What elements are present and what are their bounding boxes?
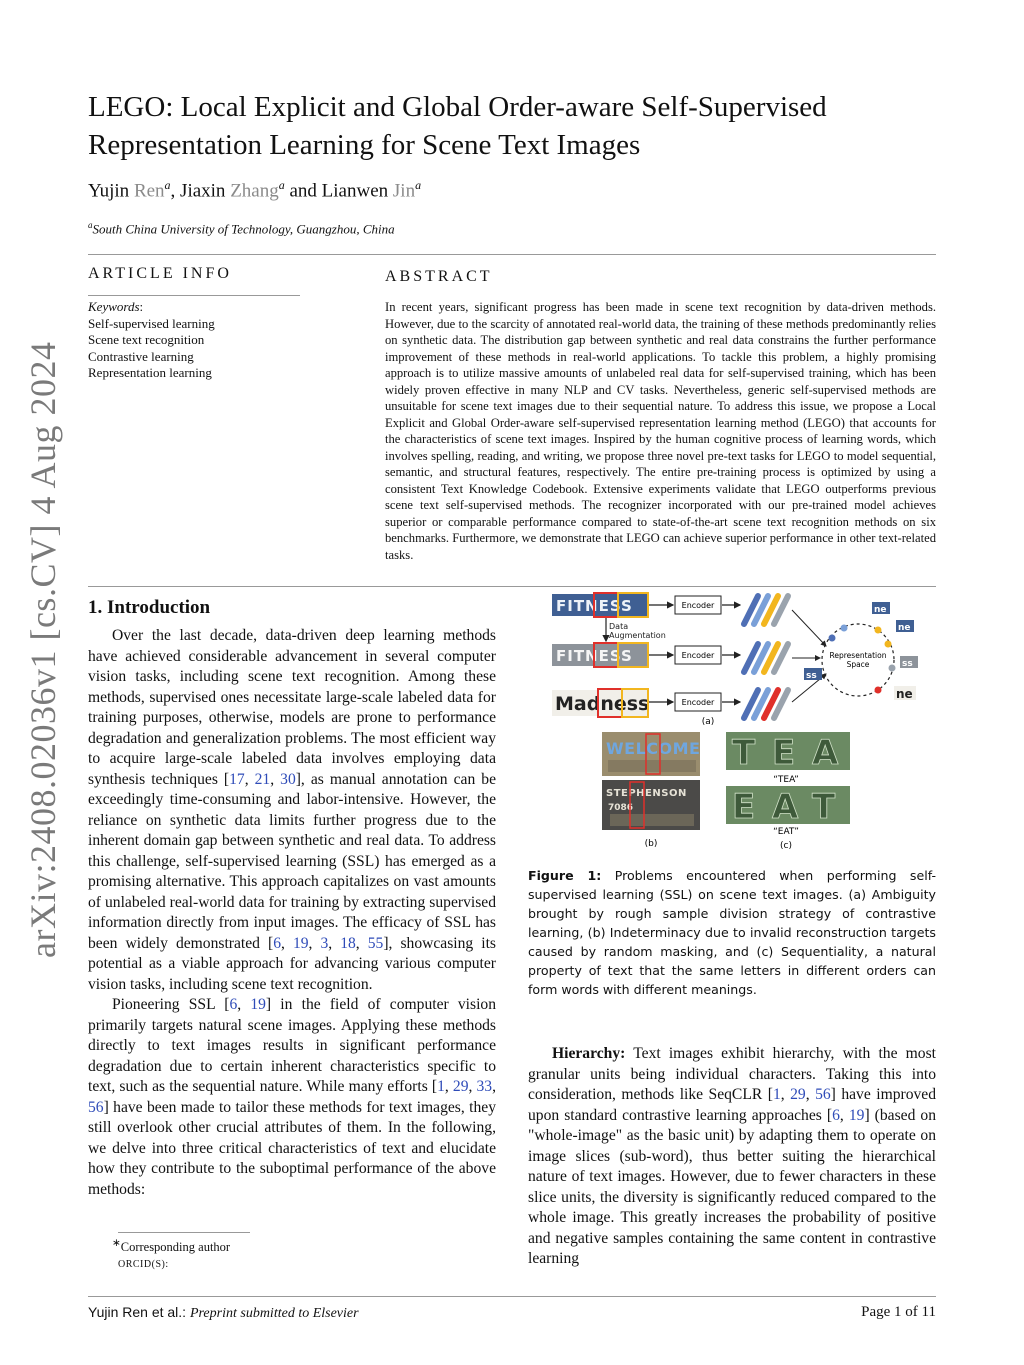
citation-link[interactable]: 56 (815, 1086, 831, 1103)
author-affil-mark: a (415, 178, 422, 192)
eat-letter: A (772, 787, 799, 827)
author-first-name: Jiaxin (180, 180, 231, 202)
running-footer (88, 1304, 359, 1322)
representation-space-label-1: Representation (829, 651, 887, 660)
author-separator: , (170, 180, 181, 202)
encoder-label: Encoder (681, 601, 715, 610)
welcome-image (602, 732, 700, 776)
footer-author: Yujin Ren et al.: (88, 1304, 187, 1320)
citation-link[interactable]: 19 (292, 934, 309, 952)
data-augmentation-label-2: Augmentation (609, 631, 666, 640)
projection-arrow (792, 610, 826, 646)
figure-caption-text: Problems encountered when performing self-supervised learning (SSL) on scene text images. (a) Ambiguity brought by rough sample division strategy of contrastive learning, (b) Indeterminacy due to invalid reconstruction targets caused by random masking, and (c) Sequentiality, a natural property of text that the same letters in different orders can form words with different meanings. (528, 868, 936, 997)
hierarchy-body: Text images exhibit hierarchy, with the most granular units being individual characters. Taking this into consideration, methods like SeqCLR [1, 29, 56] have improved upon standard contrastive learning approaches [6, 19] (based on "whole-image" as the basic unit) by adapting them to operate on image slices (sub-word), thus better suiting the hierarchical nature of text images. However, due to fewer characters in these slice units, the diversity is significantly reduced compared to the whole image. This greatly increases the probability of positive and negative samples containing the same content in contrastive learning (528, 1045, 937, 1267)
citation-link[interactable]: 55 (367, 934, 384, 952)
encoder-box (675, 693, 721, 711)
keyword-item: Contrastive learning (88, 348, 194, 364)
citation-link[interactable]: 3 (320, 934, 329, 952)
citation-link[interactable]: 6 (229, 996, 238, 1013)
stephenson-word: STEPHENSON (606, 788, 687, 799)
orcid-label: ORCID(S): (118, 1259, 169, 1271)
stephenson-image (602, 780, 700, 830)
fitness-word-2: FITNESS (556, 647, 633, 665)
citation-link[interactable]: 19 (250, 996, 266, 1013)
footnote-text: Corresponding author (120, 1240, 231, 1255)
crop-ne-2 (896, 620, 914, 633)
crop-ss-text: ss (902, 659, 913, 669)
right-column-text (528, 1044, 936, 1270)
citation-link[interactable]: 19 (848, 1106, 865, 1124)
citation-link[interactable]: 30 (280, 770, 296, 788)
eat-label: “EAT” (773, 827, 799, 837)
crop-ne-text: ne (874, 605, 887, 615)
citation-link[interactable]: 1 (437, 1078, 445, 1095)
subfigure-label-b: (b) (644, 839, 658, 849)
data-augmentation-label-1: Data (609, 622, 629, 631)
arxiv-identifier: arXiv:2408.02036v1 [cs.CV] 4 Aug 2024 (23, 341, 63, 958)
author-affil-mark: a (164, 178, 171, 192)
author-affil-mark: a (278, 178, 285, 192)
keyword-item: Self-supervised learning (88, 315, 215, 331)
footnote-rule (118, 1232, 250, 1233)
author-separator: and (284, 180, 322, 202)
author-first-name: Lianwen (321, 180, 393, 202)
citation-link[interactable]: 1 (772, 1086, 781, 1103)
encoder-label: Encoder (681, 651, 715, 660)
author-list (88, 178, 421, 202)
article-info-heading: ARTICLE INFO (88, 265, 232, 282)
abstract-text: In recent years, significant progress has been made in scene text recognition by data-driven methods. However, due to the scarcity of annotated real-world data, the training of these methods predominantly relies on synthetic data. The distribution gap between synthetic and real data constrains the further performance improvement of these methods in real-world applications. To tackle this problem, a highly promising approach is to utilize massive amounts of unlabeled real data for self-supervised training, which has been widely proven effective in many NLP and CV tasks. Nevertheless, generic self-supervised methods are unsuitable for scene text images due to their sequential nature. To address this issue, we propose a Local Explicit and Global Order-aware self-supervised representation learning method (LEGO) that accounts for the characteristics of scene text images. Inspired by the human cognitive process of learning words, which involves spelling, reading, and writing, we propose three novel pre-text tasks for LEGO to model sequential, semantic, and structural features, respectively. The entire pre-training process is optimized by using a consistent Text Knowledge Codebook. Extensive experiments validate that LEGO outperforms previous scene text self-supervised methods. The recognizer incorporated with our pre-trained model achieves superior or comparable performance compared to state-of-the-art scene text recognition methods on six benchmarks. Furthermore, we demonstrate that LEGO can achieve superior performance in other text-related tasks. (385, 300, 936, 562)
footer-rule (88, 1296, 936, 1297)
feature-vectors-row-3 (744, 690, 788, 718)
welcome-word: WELCOME (606, 739, 701, 758)
feature-vectors-row-2 (744, 644, 788, 672)
affiliation-mark: a (88, 220, 93, 230)
crop-ss-2 (900, 656, 918, 669)
subfigure-label-a: (a) (701, 717, 715, 727)
crop-ne-text: ne (896, 687, 913, 701)
subfigure-label-c: (c) (780, 841, 792, 851)
keywords-colon: : (139, 299, 144, 314)
eat-letter: E (732, 787, 756, 827)
article-info-rule (88, 295, 300, 296)
crop-ne-3 (894, 686, 916, 701)
citation-link[interactable]: 6 (273, 934, 281, 952)
madness-word: Madness (555, 693, 650, 715)
citation-link[interactable]: 17 (229, 770, 245, 788)
intro-paragraph-2: Pioneering SSL [6, 19] in the field of computer vision primarily targets natural scene images. Applying these methods directly to text images results in significant performance degradation due to certain inherent characteristics specific to text, such as the sequential nature. While many efforts [1, 29, 33, 56] have been made to tailor these methods for text images, they still overlook other crucial attributes of them. In the following, we delve into three critical characteristics of text and elucidate how they contribute to the suboptimal performance of the above methods: (88, 996, 497, 1198)
keywords-label: Keywords (88, 299, 140, 314)
representation-space-label-2: Space (846, 660, 870, 669)
citation-link[interactable]: 29 (452, 1078, 469, 1095)
figure-1 (548, 588, 936, 858)
keyword-item: Representation learning (88, 365, 212, 380)
author-first-name: Yujin (88, 180, 134, 202)
keywords-block (88, 299, 308, 382)
footer-venue: Preprint submitted to Elsevier (189, 1306, 359, 1321)
crop-ss-1 (804, 668, 822, 681)
hierarchy-paragraph (528, 1044, 936, 1270)
figure-caption (528, 866, 936, 999)
author-last-name[interactable]: Jin (392, 180, 416, 202)
citation-link[interactable]: 29 (790, 1086, 806, 1103)
hierarchy-label: Hierarchy: (552, 1045, 626, 1062)
tea-label: “TEA” (773, 775, 799, 785)
tea-image (726, 732, 850, 773)
figure-caption-label: Figure 1: (528, 868, 602, 883)
citation-link[interactable]: 6 (832, 1106, 840, 1124)
citation-link[interactable]: 21 (254, 770, 271, 788)
eat-image (726, 786, 850, 827)
fitness-crop-row-1 (552, 593, 648, 617)
paper-title: LEGO: Local Explicit and Global Order-aware Self-Supervised Representation Learning for Scene Text Images (88, 91, 827, 161)
intro-paragraph-1: Over the last decade, data-driven deep learning methods have achieved considerable advancement in several computer vision tasks, including scene text recognition. Among these methods, supervised ones necessitate large-scale labeled data for training purposes, otherwise, models are prone to performance degradation and generalization problems. The most efficient way to acquire large-scale labeled data involves employing data synthesis techniques [17, 21, 30], as manual annotation can be exceedingly time-consuming and labor-intensive. However, the reliance on synthetic data limits further progress due to the inherent domain gap between synthetic and real data. To address this challenge, self-supervised learning (SSL) has emerged as a promising alternative. This approach capitalizes on vast amounts of unlabeled real-world data for training by extracting supervised information directly from input images. The efficacy of SSL has been widely demonstrated [6, 19, 3, 18, 55], showcasing its potential as a viable approach for advancing various computer vision tasks, including scene text recognition. (88, 627, 497, 993)
footnote (112, 1236, 230, 1273)
citation-link[interactable]: 18 (340, 934, 356, 952)
eat-letter: T (812, 787, 836, 827)
section-heading-introduction: 1. Introduction (88, 597, 211, 618)
header-rule (88, 254, 936, 255)
crop-ne-text: ne (898, 623, 911, 633)
madness-crop-row (552, 689, 649, 717)
crop-ss-text: ss (806, 671, 817, 681)
affiliation-text: South China University of Technology, Guangzhou, China (92, 221, 395, 237)
citation-link[interactable]: 56 (88, 1098, 104, 1116)
fitness-crop-row-2 (552, 643, 648, 667)
encoder-box (675, 596, 721, 614)
citation-link[interactable]: 33 (476, 1078, 493, 1095)
tea-letter: T (732, 733, 756, 773)
abstract-rule (88, 586, 936, 587)
representation-space (822, 624, 896, 696)
crop-ne-1 (872, 602, 890, 615)
footnote-mark: ∗ (112, 1238, 121, 1249)
affiliation (88, 220, 395, 237)
encoder-box (675, 646, 721, 664)
fitness-word-1: FITNESS (556, 597, 633, 615)
feature-vectors-row-1 (744, 596, 788, 624)
tea-letter: A (812, 733, 839, 773)
tea-letter: E (772, 733, 796, 773)
abstract-heading: ABSTRACT (385, 268, 493, 285)
number-7086: 7086 (608, 803, 634, 813)
author-last-name[interactable]: Ren (133, 180, 165, 202)
keyword-item: Scene text recognition (88, 332, 205, 347)
left-column-text (88, 626, 496, 1200)
encoder-label: Encoder (681, 698, 715, 707)
author-last-name[interactable]: Zhang (230, 180, 279, 202)
page-number: Page 1 of 11 (861, 1304, 936, 1320)
